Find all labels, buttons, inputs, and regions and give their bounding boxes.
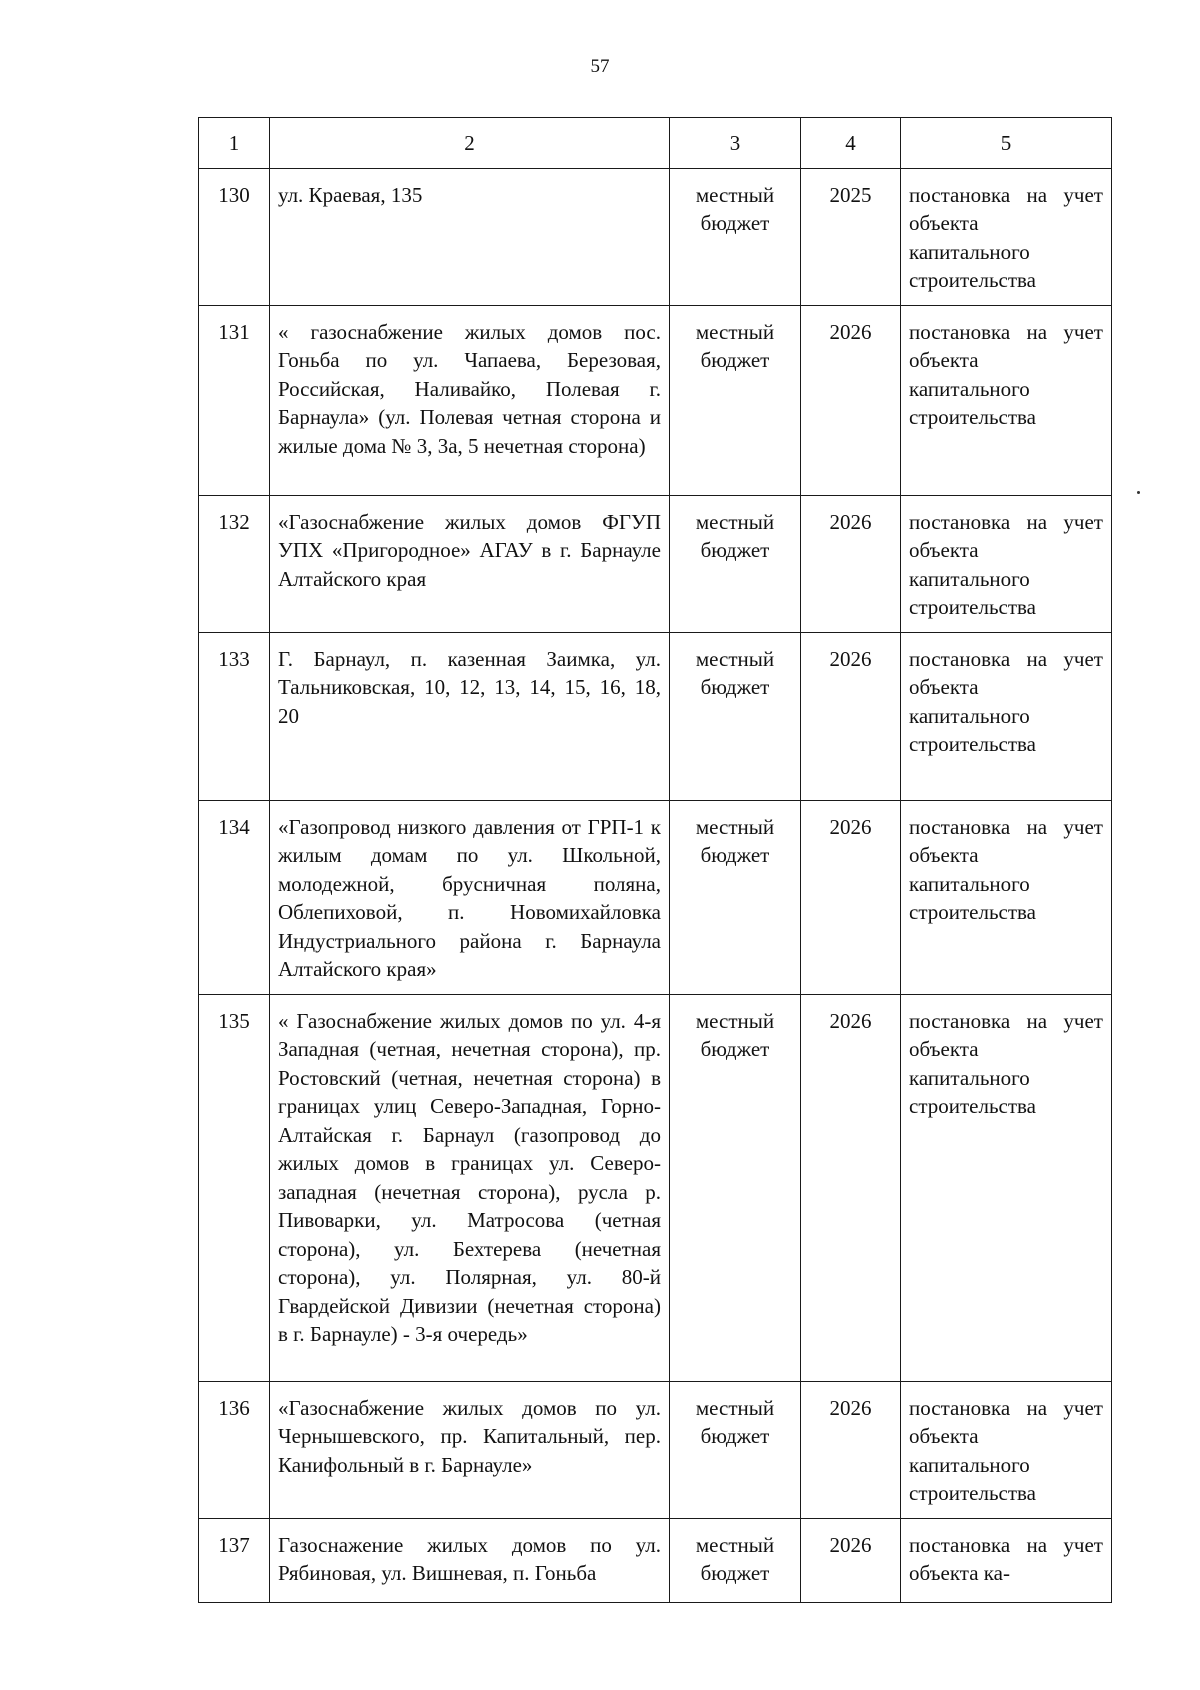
object-name: «Газоснабжение жилых домов ФГУП УПХ «Пригородное» АГАУ в г. Барнауле Алтайского края bbox=[270, 495, 670, 632]
table-row bbox=[199, 1518, 1112, 1602]
funding-source: местный бюджет bbox=[670, 994, 801, 1381]
table-row bbox=[199, 305, 1112, 495]
column-header: 3 bbox=[670, 118, 801, 169]
funding-source: местный бюджет bbox=[670, 1518, 801, 1602]
row-number: 131 bbox=[199, 305, 270, 495]
table-row bbox=[199, 632, 1112, 800]
note: постановка на учет объекта капитального строительства bbox=[901, 305, 1112, 495]
note: постановка на учет объекта капитального строительства bbox=[901, 632, 1112, 800]
table-row bbox=[199, 168, 1112, 305]
object-name: ул. Краевая, 135 bbox=[270, 168, 670, 305]
objects-table bbox=[198, 117, 1112, 1603]
note: постановка на учет объекта капитального строительства bbox=[901, 495, 1112, 632]
row-number: 136 bbox=[199, 1381, 270, 1518]
object-name: Газоснажение жилых домов по ул. Рябиновая, ул. Вишневая, п. Гоньба bbox=[270, 1518, 670, 1602]
row-number: 133 bbox=[199, 632, 270, 800]
note: постановка на учет объекта ка- bbox=[901, 1518, 1112, 1602]
table-row bbox=[199, 1381, 1112, 1518]
year: 2026 bbox=[801, 305, 901, 495]
row-number: 130 bbox=[199, 168, 270, 305]
note: постановка на учет объекта капитального строительства bbox=[901, 994, 1112, 1381]
table-row bbox=[199, 800, 1112, 994]
funding-source: местный бюджет bbox=[670, 495, 801, 632]
row-number: 132 bbox=[199, 495, 270, 632]
year: 2026 bbox=[801, 994, 901, 1381]
object-name: « газоснабжение жилых домов пос. Гоньба по ул. Чапаева, Березовая, Российская, Наливайко, Полевая г. Барнаула» (ул. Полевая четная сторона и жилые дома № 3, 3а, 5 нечетная сторона) bbox=[270, 305, 670, 495]
column-header: 1 bbox=[199, 118, 270, 169]
object-name: «Газоснабжение жилых домов по ул. Чернышевского, пр. Капитальный, пер. Канифольный в г. Барнауле» bbox=[270, 1381, 670, 1518]
note: постановка на учет объекта капитального строительства bbox=[901, 800, 1112, 994]
row-number: 137 bbox=[199, 1518, 270, 1602]
column-header: 4 bbox=[801, 118, 901, 169]
funding-source: местный бюджет bbox=[670, 305, 801, 495]
year: 2025 bbox=[801, 168, 901, 305]
object-name: « Газоснабжение жилых домов по ул. 4-я Западная (четная, нечетная сторона), пр. Ростовский (четная, нечетная сторона) в границах улиц Северо-Западная, Горно-Алтайская г. Барнаул (газопровод до жилых домов в границах ул. Северо-западная (нечетная сторона), русла р. Пивоварки, ул. Матросова (четная сторона), ул. Бехтерева (нечетная сторона), ул. Полярная, ул. 80-й Гвардейской Дивизии (нечетная сторона) в г. Барнауле) - 3-я очередь» bbox=[270, 994, 670, 1381]
column-header: 2 bbox=[270, 118, 670, 169]
year: 2026 bbox=[801, 495, 901, 632]
table-row bbox=[199, 495, 1112, 632]
note: постановка на учет объекта капитального строительства bbox=[901, 168, 1112, 305]
table-row bbox=[199, 994, 1112, 1381]
scan-speck bbox=[1137, 491, 1140, 494]
object-name: Г. Барнаул, п. казенная Заимка, ул. Тальниковская, 10, 12, 13, 14, 15, 16, 18, 20 bbox=[270, 632, 670, 800]
page-number: 57 bbox=[590, 56, 610, 77]
funding-source: местный бюджет bbox=[670, 800, 801, 994]
funding-source: местный бюджет bbox=[670, 632, 801, 800]
row-number: 135 bbox=[199, 994, 270, 1381]
year: 2026 bbox=[801, 1381, 901, 1518]
funding-source: местный бюджет bbox=[670, 168, 801, 305]
object-name: «Газопровод низкого давления от ГРП-1 к жилым домам по ул. Школьной, молодежной, брусничная поляна, Облепиховой, п. Новомихайловка Индустриального района г. Барнаула Алтайского края» bbox=[270, 800, 670, 994]
note: постановка на учет объекта капитального строительства bbox=[901, 1381, 1112, 1518]
year: 2026 bbox=[801, 632, 901, 800]
funding-source: местный бюджет bbox=[670, 1381, 801, 1518]
header-row bbox=[199, 118, 1112, 169]
year: 2026 bbox=[801, 1518, 901, 1602]
year: 2026 bbox=[801, 800, 901, 994]
column-header: 5 bbox=[901, 118, 1112, 169]
row-number: 134 bbox=[199, 800, 270, 994]
